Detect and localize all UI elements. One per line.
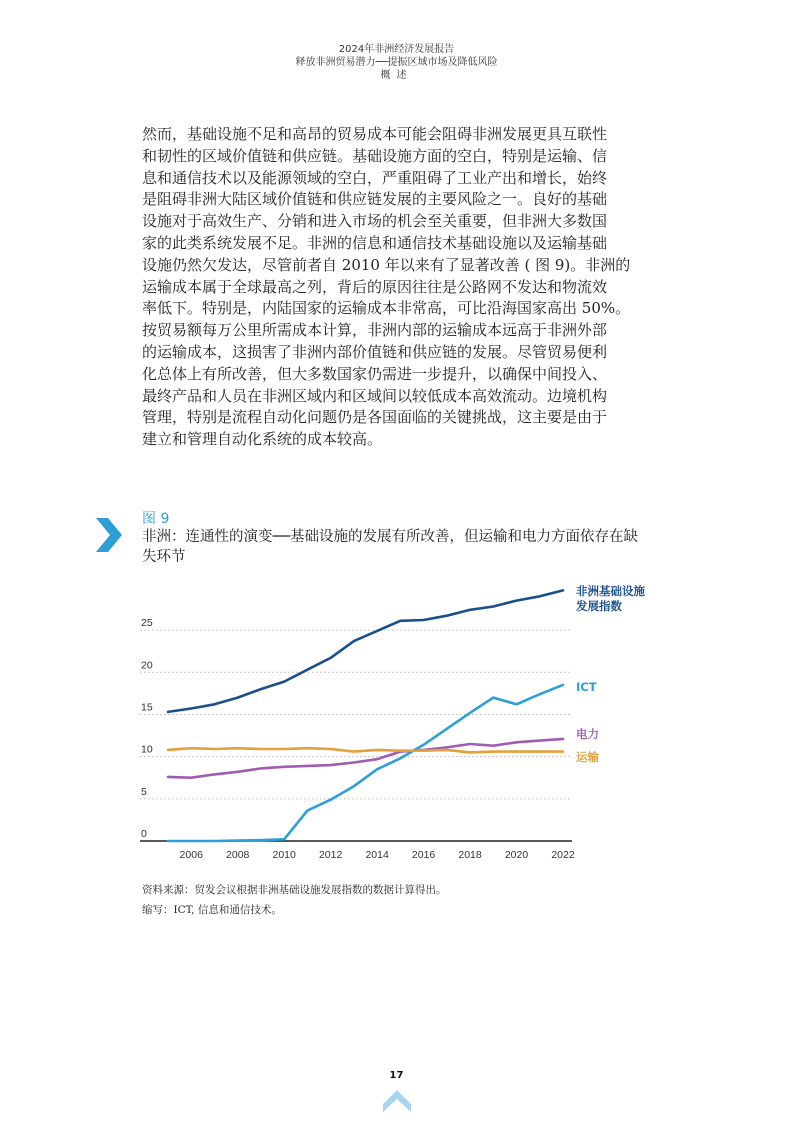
x-tick-label: 2018 <box>458 849 482 861</box>
x-tick-label: 2020 <box>504 849 529 861</box>
y-tick-label: 15 <box>141 701 153 714</box>
y-tick-label: 20 <box>141 659 153 672</box>
series-line-2 <box>168 739 563 778</box>
body-line: 和韧性的区域价值链和供应链。基础设施方面的空白，特别是运输、信 <box>142 146 608 165</box>
series-line-1 <box>168 685 563 841</box>
body-paragraph <box>142 124 654 451</box>
report-title: 2024年非洲经济发展报告 <box>338 44 455 55</box>
x-tick-label: 2008 <box>226 849 250 861</box>
x-tick-label: 2012 <box>318 849 343 861</box>
series-label: 电力 <box>576 727 599 741</box>
series-label: ICT <box>576 680 597 694</box>
body-line: 设施对于高效生产、分销和进入市场的机会至关重要，但非洲大多数国 <box>142 212 608 231</box>
figure-source: 资料来源：贸发会议根据非洲基础设施发展指数的数据计算得出。 <box>142 884 447 896</box>
body-line: 是阻碍非洲大陆区域价值链和供应链发展的主要风险之一。良好的基础 <box>142 190 608 209</box>
x-tick-label: 2006 <box>179 849 203 861</box>
up-arrow-icon[interactable] <box>383 1090 411 1112</box>
body-line: 最终产品和人员在非洲区域内和区域间以较低成本高效流动。边境机构 <box>142 386 608 405</box>
figure-title: 非洲：连通性的演变──基础设施的发展有所改善，但运输和电力方面依存在缺失环节 <box>142 529 638 565</box>
y-tick-label: 0 <box>141 828 147 840</box>
body-line: 按贸易额每万公里所需成本计算，非洲内部的运输成本远高于非洲外部 <box>142 321 608 340</box>
x-tick-label: 2010 <box>272 849 296 861</box>
body-line: 然而，基础设施不足和高昂的贸易成本可能会阻碍非洲发展更具互联性 <box>142 125 608 143</box>
body-line: 家的此类系统发展不足。非洲的信息和通信技术基础设施以及运输基础 <box>142 233 608 252</box>
section-title: 概述 <box>380 70 413 81</box>
x-tick-label: 2016 <box>411 849 436 861</box>
series-label: 非洲基础设施发展指数 <box>576 584 645 613</box>
body-line: 设施仍然欠发达，尽管前者自 2010 年以来有了显著改善 ( 图 9)。非洲的 <box>142 255 631 274</box>
page-number: 17 <box>389 1070 404 1081</box>
y-tick-label: 25 <box>141 617 153 630</box>
figure-notes <box>142 880 447 920</box>
chevron-right-icon <box>96 518 122 552</box>
y-tick-label: 10 <box>141 743 153 756</box>
body-line: 建立和管理自动化系统的成本较高。 <box>142 430 383 449</box>
body-line: 率低下。特别是，内陆国家的运输成本非常高，可比沿海国家高出 50%。 <box>142 299 631 318</box>
x-tick-label: 2014 <box>365 849 389 861</box>
series-label: 运输 <box>576 750 599 764</box>
figure-label: 图 9 <box>142 511 170 527</box>
series-line-0 <box>168 590 563 712</box>
body-line: 管理，特别是流程自动化问题仍是各国面临的关键挑战，这主要是由于 <box>142 408 608 427</box>
series-line-3 <box>168 748 563 752</box>
infrastructure-line-chart <box>0 575 793 870</box>
report-subtitle: 释放非洲贸易潜力──提振区域市场及降低风险 <box>295 57 498 68</box>
x-tick-label: 2022 <box>551 849 575 861</box>
y-tick-label: 5 <box>141 785 147 798</box>
body-line: 化总体上有所改善，但大多数国家仍需进一步提升，以确保中间投入、 <box>142 364 608 383</box>
body-line: 息和通信技术以及能源领域的空白，严重阻碍了工业产出和增长，始终 <box>142 168 608 187</box>
body-line: 运输成本属于全球最高之列，背后的原因往往是公路网不发达和物流效 <box>142 277 608 296</box>
figure-abbreviation: 缩写：ICT, 信息和通信技术。 <box>142 904 282 916</box>
body-line: 的运输成本，这损害了非洲内部价值链和供应链的发展。尽管贸易便利 <box>142 342 608 361</box>
